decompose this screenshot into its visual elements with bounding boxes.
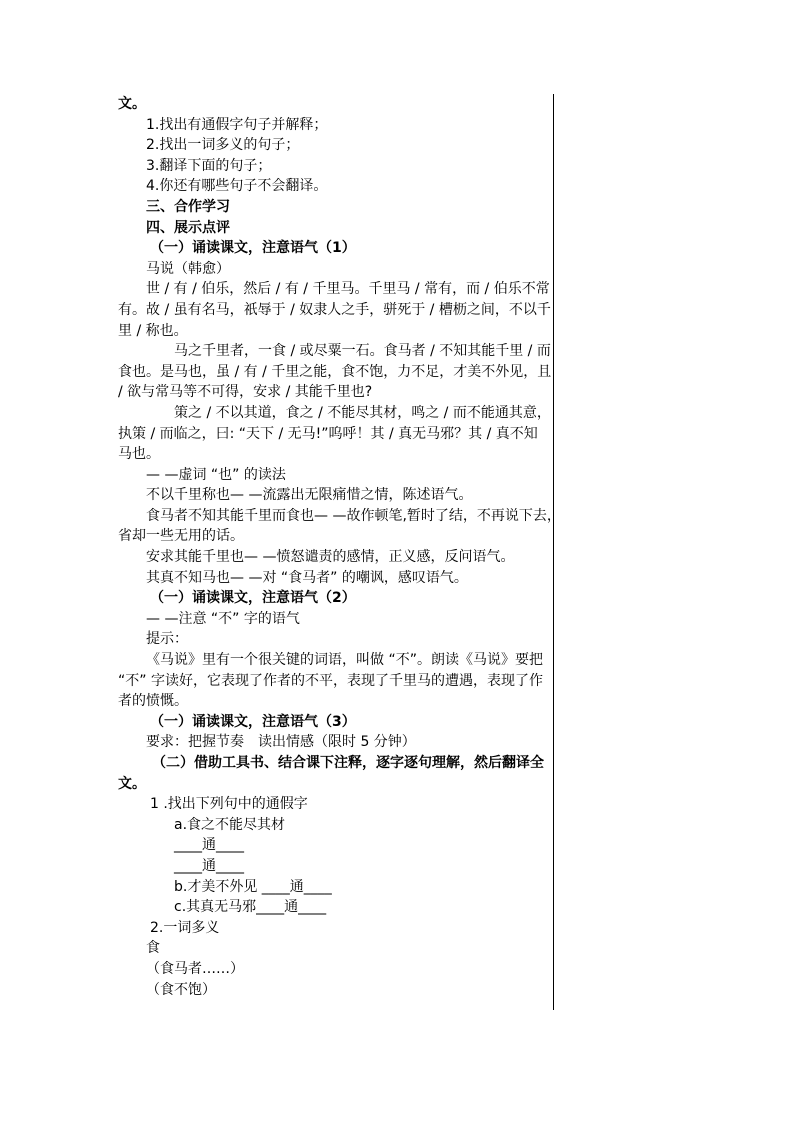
subheading-reading-3: （一）诵读课文，注意语气（3） [150, 713, 356, 730]
hint-text-line: 《马说》里有一个很关键的词语，叫做 “不”。朗读《马说》要把 [146, 652, 543, 669]
polysemy-usage: （食不饱） [146, 981, 216, 998]
hint-label: 提示： [146, 631, 188, 648]
exercise-1-title: 1 .找出下列句中的通假字 [150, 796, 308, 813]
text-paragraph-2-line: 食也。是马也，虽 / 有 / 千里之能，食不饱，力不足，才美不外见，且 [118, 363, 552, 380]
section-heading-cooperative: 三、合作学习 [146, 198, 230, 215]
subheading-reading-2: （一）诵读课文，注意语气（2） [150, 590, 356, 607]
word-bu-heading: — —注意 “不” 字的语气 [146, 610, 300, 627]
text-paragraph-3-line: 马也。 [118, 446, 160, 463]
particle-ye-note: 安求其能千里也— —愤怒谴责的感情，正义感，反问语气。 [146, 549, 515, 566]
exercise-1c-sentence: c.其真无马邪____通____ [174, 899, 327, 916]
text-paragraph-1-line: 世 / 有 / 伯乐，然后 / 有 / 千里马。千里马 / 常有，而 / 伯乐不常 [146, 281, 550, 298]
particle-ye-note: 食马者不知其能千里而食也— —故作顿笔,暂时了结，不再说下去， [146, 507, 561, 524]
subheading-reading-1: （一）诵读课文，注意语气（1） [150, 240, 356, 257]
text-paragraph-1-line: 有。故 / 虽有名马，祇辱于 / 奴隶人之手，骈死于 / 槽枥之间，不以千 [118, 301, 551, 318]
exercise-1a-blank: ____通____ [174, 857, 244, 874]
section-heading-presentation: 四、展示点评 [146, 219, 230, 236]
particle-ye-note: 不以千里称也— —流露出无限痛惜之情，陈述语气。 [146, 487, 473, 504]
polysemy-usage: （食马者……） [146, 960, 244, 977]
text-paragraph-2-line: / 欲与常马等不可得，安求 / 其能千里也? [118, 384, 373, 401]
polysemy-word: 食 [146, 940, 160, 957]
task-4: 4.你还有哪些句子不会翻译。 [146, 178, 328, 195]
continued-heading: 文。 [118, 96, 146, 112]
exercise-2-title: 2.一词多义 [150, 919, 220, 936]
particle-ye-heading: — —虚词 “也” 的读法 [146, 466, 286, 483]
subheading-translation-continued: 文。 [118, 775, 146, 792]
text-title: 马说（韩愈） [146, 260, 230, 277]
requirement-text: 要求：把握节奏 读出情感（限时 5 分钟） [146, 734, 416, 751]
text-paragraph-2-line: 马之千里者，一食 / 或尽粟一石。食马者 / 不知其能千里 / 而 [174, 343, 551, 360]
hint-text-line: 者的愤慨。 [118, 693, 188, 710]
task-3: 3.翻译下面的句子； [146, 157, 272, 174]
hint-text-line: “不” 字读好，它表现了作者的不平，表现了千里马的遭遇，表现了作 [118, 672, 543, 689]
particle-ye-note: 其真不知马也— —对 “食马者” 的嘲讽，感叹语气。 [146, 569, 468, 586]
subheading-translation: （二）借助工具书、结合课下注释，逐字逐句理解，然后翻译全 [152, 755, 544, 771]
text-paragraph-3-line: 策之 / 不以其道，食之 / 不能尽其材，鸣之 / 而不能通其意， [174, 404, 551, 421]
task-2: 2.找出一词多义的句子； [146, 137, 300, 154]
exercise-1b-sentence: b.才美不外见 ____通____ [174, 878, 332, 895]
lesson-plan-cell [118, 94, 561, 1000]
exercise-1a-sentence: a.食之不能尽其材 [174, 816, 286, 833]
task-1: 1.找出有通假字句子并解释； [146, 116, 328, 133]
particle-ye-note-continued: 省却一些无用的话。 [118, 528, 244, 545]
table-right-border [553, 94, 554, 1010]
exercise-1a-blank: ____通____ [174, 837, 244, 854]
text-paragraph-3-line: 执策 / 而临之，曰: “天下 / 无马!”呜呼！其 / 真无马邪？其 / 真不知 [118, 425, 538, 442]
text-paragraph-1-line: 里 / 称也。 [118, 322, 188, 339]
